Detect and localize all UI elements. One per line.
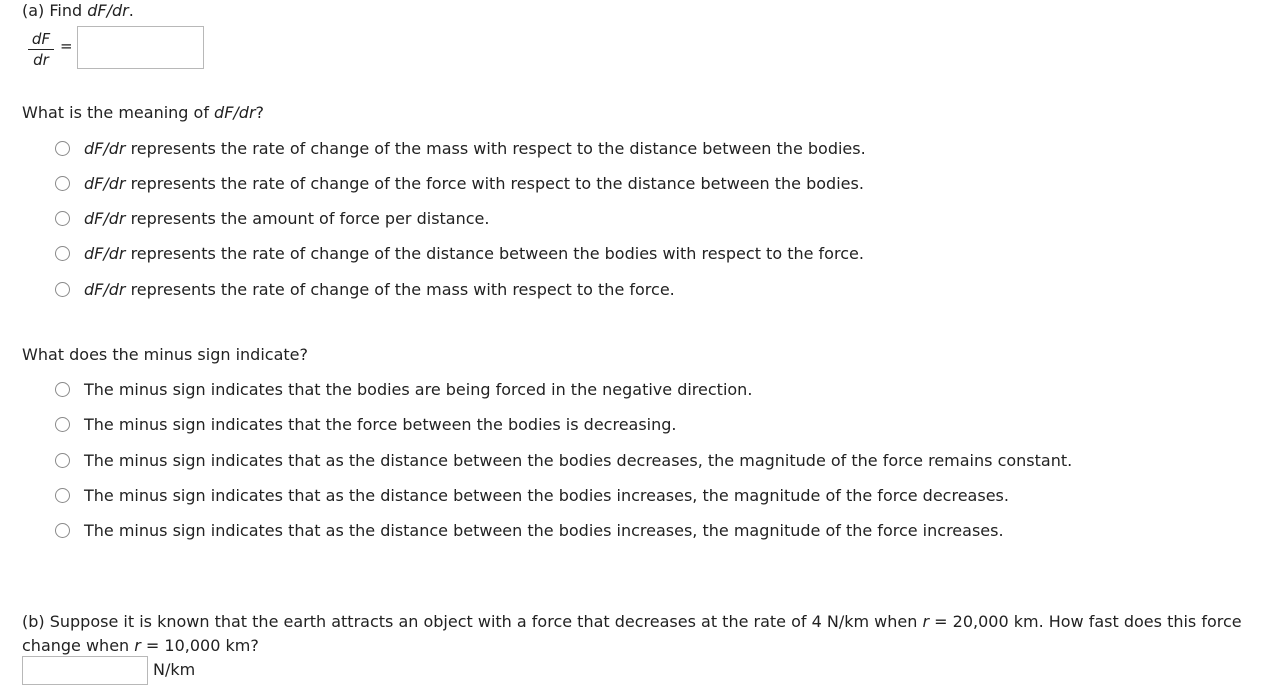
option-label: The minus sign indicates that as the distance between the bodies increases, the magnitude of the force decreases. (84, 485, 1009, 505)
option-expr: dF/dr (84, 208, 126, 228)
question-minus-sign: What does the minus sign indicate? (22, 345, 308, 364)
derivative-answer-input[interactable] (77, 26, 204, 69)
option-label: The minus sign indicates that as the distance between the bodies decreases, the magnitude of the force remains constant. (84, 450, 1073, 470)
part-b-text-3: = 10,000 km? (140, 636, 259, 655)
option-text: represents the rate of change of the mass with respect to the force. (125, 279, 675, 299)
radio-button[interactable] (55, 211, 70, 226)
option-label (84, 244, 864, 263)
derivative-fraction (28, 30, 54, 69)
option-label (84, 174, 864, 193)
option-expr: dF/dr (84, 243, 126, 263)
equals-sign: = (60, 37, 73, 55)
unit-label: N/km (153, 660, 196, 679)
part-b-question (22, 610, 1272, 658)
rate-answer-input[interactable] (22, 656, 148, 685)
meaning-option-2[interactable] (55, 172, 864, 194)
meaning-option-3[interactable] (55, 207, 489, 229)
meaning-option-1[interactable] (55, 137, 866, 159)
question1-expr: dF/dr (214, 103, 256, 122)
option-label (84, 280, 675, 299)
radio-button[interactable] (55, 141, 70, 156)
question1-suffix: ? (255, 103, 265, 122)
question1-prefix: What is the meaning of (22, 103, 215, 122)
fraction-numerator: dF (28, 30, 54, 50)
option-text: represents the amount of force per distance. (125, 208, 490, 228)
radio-button[interactable] (55, 382, 70, 397)
option-label: The minus sign indicates that as the distance between the bodies increases, the magnitude of the force increases. (84, 520, 1004, 540)
radio-button[interactable] (55, 488, 70, 503)
part-a-title (22, 1, 134, 20)
minus-option-1[interactable] (55, 378, 752, 400)
radio-button[interactable] (55, 417, 70, 432)
part-b-text-2: = 20,000 km. How fast does this force change when (22, 612, 1242, 655)
fraction-denominator: dr (33, 51, 49, 69)
option-text: represents the rate of change of the mass with respect to the distance between the bodies. (125, 138, 866, 158)
option-label (84, 139, 866, 158)
meaning-option-5[interactable] (55, 278, 675, 300)
radio-button[interactable] (55, 523, 70, 538)
question-meaning-of-derivative (22, 103, 264, 122)
radio-button[interactable] (55, 453, 70, 468)
meaning-option-4[interactable] (55, 242, 864, 264)
part-a-title-suffix: . (128, 1, 134, 20)
option-text: represents the rate of change of the distance between the bodies with respect to the force. (125, 243, 864, 263)
option-text: represents the rate of change of the force with respect to the distance between the bodies. (125, 173, 864, 193)
radio-button[interactable] (55, 176, 70, 191)
option-expr: dF/dr (84, 138, 126, 158)
option-expr: dF/dr (84, 279, 126, 299)
part-b-var-r: r (134, 636, 141, 655)
part-b-var-r: r (922, 612, 930, 631)
radio-button[interactable] (55, 246, 70, 261)
minus-option-5[interactable] (55, 519, 1004, 541)
radio-button[interactable] (55, 282, 70, 297)
option-label: The minus sign indicates that the force between the bodies is decreasing. (84, 414, 677, 434)
part-a-title-expr: dF/dr (87, 1, 129, 20)
part-a-title-prefix: (a) Find (22, 1, 88, 20)
part-b-text-1: (b) Suppose it is known that the earth attracts an object with a force that decreases at the rate of 4 N/km when (22, 612, 923, 631)
option-label (84, 209, 489, 228)
minus-option-3[interactable] (55, 449, 1072, 471)
minus-option-2[interactable] (55, 413, 677, 435)
minus-option-4[interactable] (55, 484, 1009, 506)
option-expr: dF/dr (84, 173, 126, 193)
option-label: The minus sign indicates that the bodies are being forced in the negative direction. (84, 379, 753, 399)
